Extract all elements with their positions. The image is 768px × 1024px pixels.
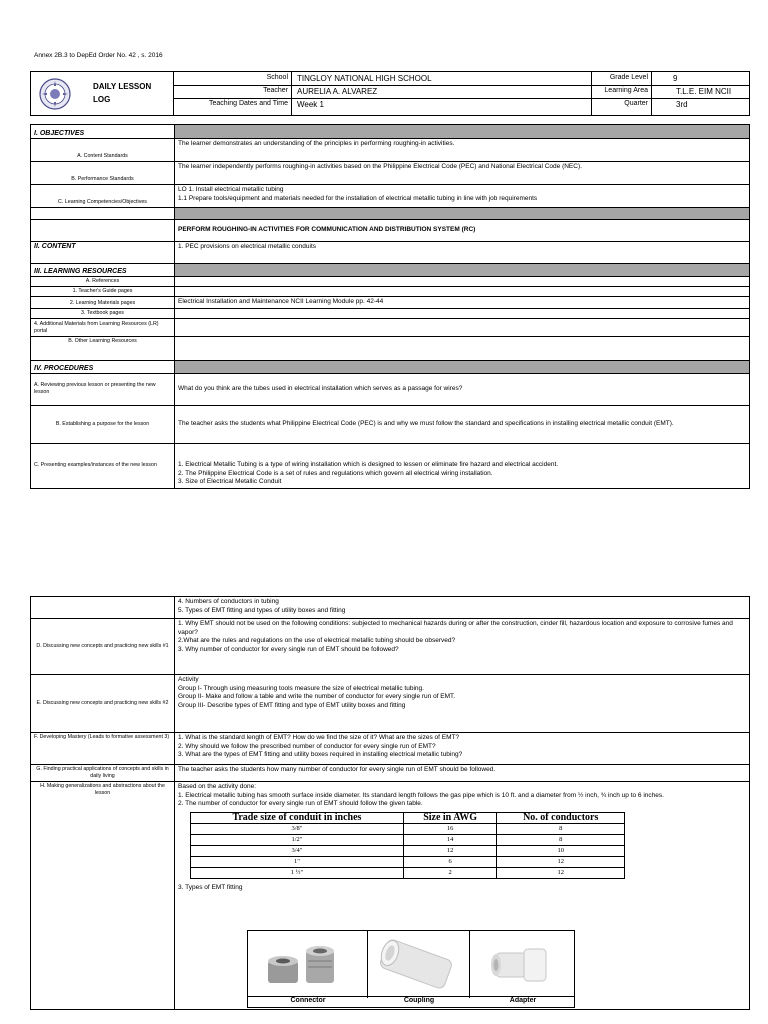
other-resources-label: B. Other Learning Resources: [31, 336, 175, 360]
learning-materials-label: 2. Learning Materials pages: [31, 297, 175, 309]
resources-heading: III. LEARNING RESOURCES: [31, 264, 175, 277]
applications-text: The teacher asks the students how many number of conductor for every single run of EMT should be followed.: [175, 765, 750, 782]
connector-picture: [248, 931, 368, 998]
learning-materials-text: Electrical Installation and Maintenance NCII Learning Module pp. 42-44: [175, 297, 750, 309]
purpose-text: The teacher asks the students what Philippine Electrical Code (PEC) is and why we must follow the standard and specifications in installing electrical metallic conduit (EMT).: [175, 405, 750, 443]
coupling-picture: [368, 931, 470, 998]
area-value: T.L.E. EIM NCII: [676, 87, 732, 96]
connector-caption: Connector: [290, 997, 326, 1004]
teacher-value: AURELIA A. ALVAREZ: [297, 87, 378, 96]
discussing-2-label: E. Discussing new concepts and practicing new skills #2: [31, 675, 175, 733]
content-standards-text: The learner demonstrates an understanding of the principles in performing roughing-in activities.: [175, 139, 750, 162]
conduit-table: [190, 812, 625, 880]
teacher-label: Teacher: [263, 87, 288, 94]
emt-fittings-figure: [247, 930, 575, 1008]
adapter-picture: [470, 931, 576, 998]
content-heading: II. CONTENT: [31, 242, 175, 264]
table-row: 3/8" 16 8: [191, 824, 625, 835]
connector-icon: [248, 931, 368, 995]
table-row: 3/4" 12 10: [191, 846, 625, 857]
references-label: A. References: [31, 277, 175, 287]
coupling-caption: Coupling: [403, 997, 435, 1004]
school-value: TINGLOY NATIONAL HIGH SCHOOL: [297, 74, 432, 83]
table-row: 1/2" 14 8: [191, 835, 625, 846]
adapter-icon: [470, 931, 576, 995]
mastery-text: 1. What is the standard length of EMT? How do we find the size of it? What are the sizes of EMT? 2. Why should we follow the prescribed number of conductor for every single run of EMT? 3. What are the types of EMT fitting and utility boxes required in installing electrical metallic tubing?: [175, 733, 750, 765]
topic-title: PERFORM ROUGHING-IN ACTIVITIES FOR COMMUNICATION AND DISTRIBUTION SYSTEM (RC): [175, 220, 750, 242]
reviewing-label: A. Reviewing previous lesson or presenting the new lesson: [31, 373, 175, 405]
table-row: 1" 6 12: [191, 857, 625, 868]
lesson-table-page-1: [30, 124, 750, 489]
grade-label: Grade Level: [609, 74, 648, 81]
discussing-2-text: Activity Group I- Through using measuring tools measure the size of electrical metallic tubing. Group II- Make and follow a table and write the number of conductor for every single run of EMT. Group III- Describe types of EMT fitting and type of EMT utility boxes and fitting: [175, 675, 750, 733]
competencies-text: LO 1. Install electrical metallic tubing 1.1 Prepare tools/equipment and materials needed for the installation of electrical metallic tubing in line with job requirements: [175, 185, 750, 208]
textbook-label: 3. Textbook pages: [31, 308, 175, 318]
additional-materials-label: 4. Additional Materials from Learning Resources (LR) portal: [31, 318, 175, 336]
table-header: Size in AWG: [403, 812, 497, 824]
lesson-log-header: [30, 71, 750, 116]
presenting-label: C. Presenting examples/instances of the new lesson: [31, 443, 175, 488]
generalizations-label: H. Making generalizations and abstractions about the lesson: [31, 782, 175, 1010]
generalizations-text: Based on the activity done: 1. Electrical metallic tubing has smooth surface inside diameter. Its standard length follows the gas pipe which is 10 ft. and a diameter from ½ inch, ¾ inch up to 6 inches. 2. The number of conductor for every single run of EMT should follow the given table. Trade size of conduit in inches Size in AWG No. of conductors 3/8" 16 8 1/2" 14 8 3/4" 12 10 1" 6 12 1 ½" 2 12 3. Types of EMT fitting: [175, 782, 750, 1010]
deped-seal-icon: [39, 78, 71, 110]
coupling-icon: [368, 931, 470, 995]
table-header: Trade size of conduit in inches: [191, 812, 404, 824]
competencies-label: C. Learning Competencies/Objectives: [31, 185, 175, 208]
purpose-label: B. Establishing a purpose for the lesson: [31, 405, 175, 443]
applications-label: G. Finding practical applications of concepts and skills in daily living: [31, 765, 175, 782]
mastery-label: F. Developing Mastery (Leads to formative assessment 3): [31, 733, 175, 765]
procedures-heading: IV. PROCEDURES: [31, 360, 175, 373]
school-label: School: [266, 74, 288, 81]
area-label: Learning Area: [604, 87, 648, 94]
objectives-heading: I. OBJECTIVES: [31, 125, 175, 139]
performance-standards-text: The learner independently performs roughing-in activities based on the Philippine Electrical Code (PEC) and National Electrical Code (NEC).: [175, 162, 750, 185]
discussing-1-label: D. Discussing new concepts and practicing new skills #1: [31, 619, 175, 675]
content-text: 1. PEC provisions on electrical metallic conduits: [175, 242, 750, 264]
presenting-text: 1. Electrical Metallic Tubing is a type of wiring installation which is designed to lessen or eliminate fire hazard and electrical accident. 2. The Philippine Electrical Code is a set of rules and regulations which govern all electrical wiring installation. 3. Size of Electrical Metallic Conduit: [175, 443, 750, 488]
teachers-guide-label: 1. Teacher's Guide pages: [31, 287, 175, 297]
continued-items: 4. Numbers of conductors in tubing 5. Types of EMT fitting and types of utility boxes and fitting: [175, 597, 750, 619]
grade-value: 9: [673, 74, 678, 83]
dates-label: Teaching Dates and Time: [209, 100, 288, 107]
table-header: No. of conductors: [497, 812, 625, 824]
adapter-caption: Adapter: [509, 997, 537, 1004]
quarter-value: 3rd: [676, 100, 688, 109]
reviewing-text: What do you think are the tubes used in electrical installation which serves as a passage for wires?: [175, 373, 750, 405]
table-row: 1 ½" 2 12: [191, 868, 625, 879]
annex-reference: Annex 2B.3 to DepEd Order No. 42 , s. 2016: [34, 52, 163, 59]
quarter-label: Quarter: [624, 100, 648, 107]
content-standards-label: A. Content Standards: [31, 139, 175, 162]
discussing-1-text: 1. Why EMT should not be used on the following conditions: subjected to mechanical hazards during or after the construction, cinder fill, hazardous location and exposure to corrosive fumes and vapor? 2.What are the rules and regulations on the use of electrical metallic tubing should be observed? 3. Why number of conductor for every single run of EMT should be followed?: [175, 619, 750, 675]
page-title: DAILY LESSON LOG: [93, 82, 152, 104]
dates-value: Week 1: [297, 100, 324, 109]
performance-standards-label: B. Performance Standards: [31, 162, 175, 185]
